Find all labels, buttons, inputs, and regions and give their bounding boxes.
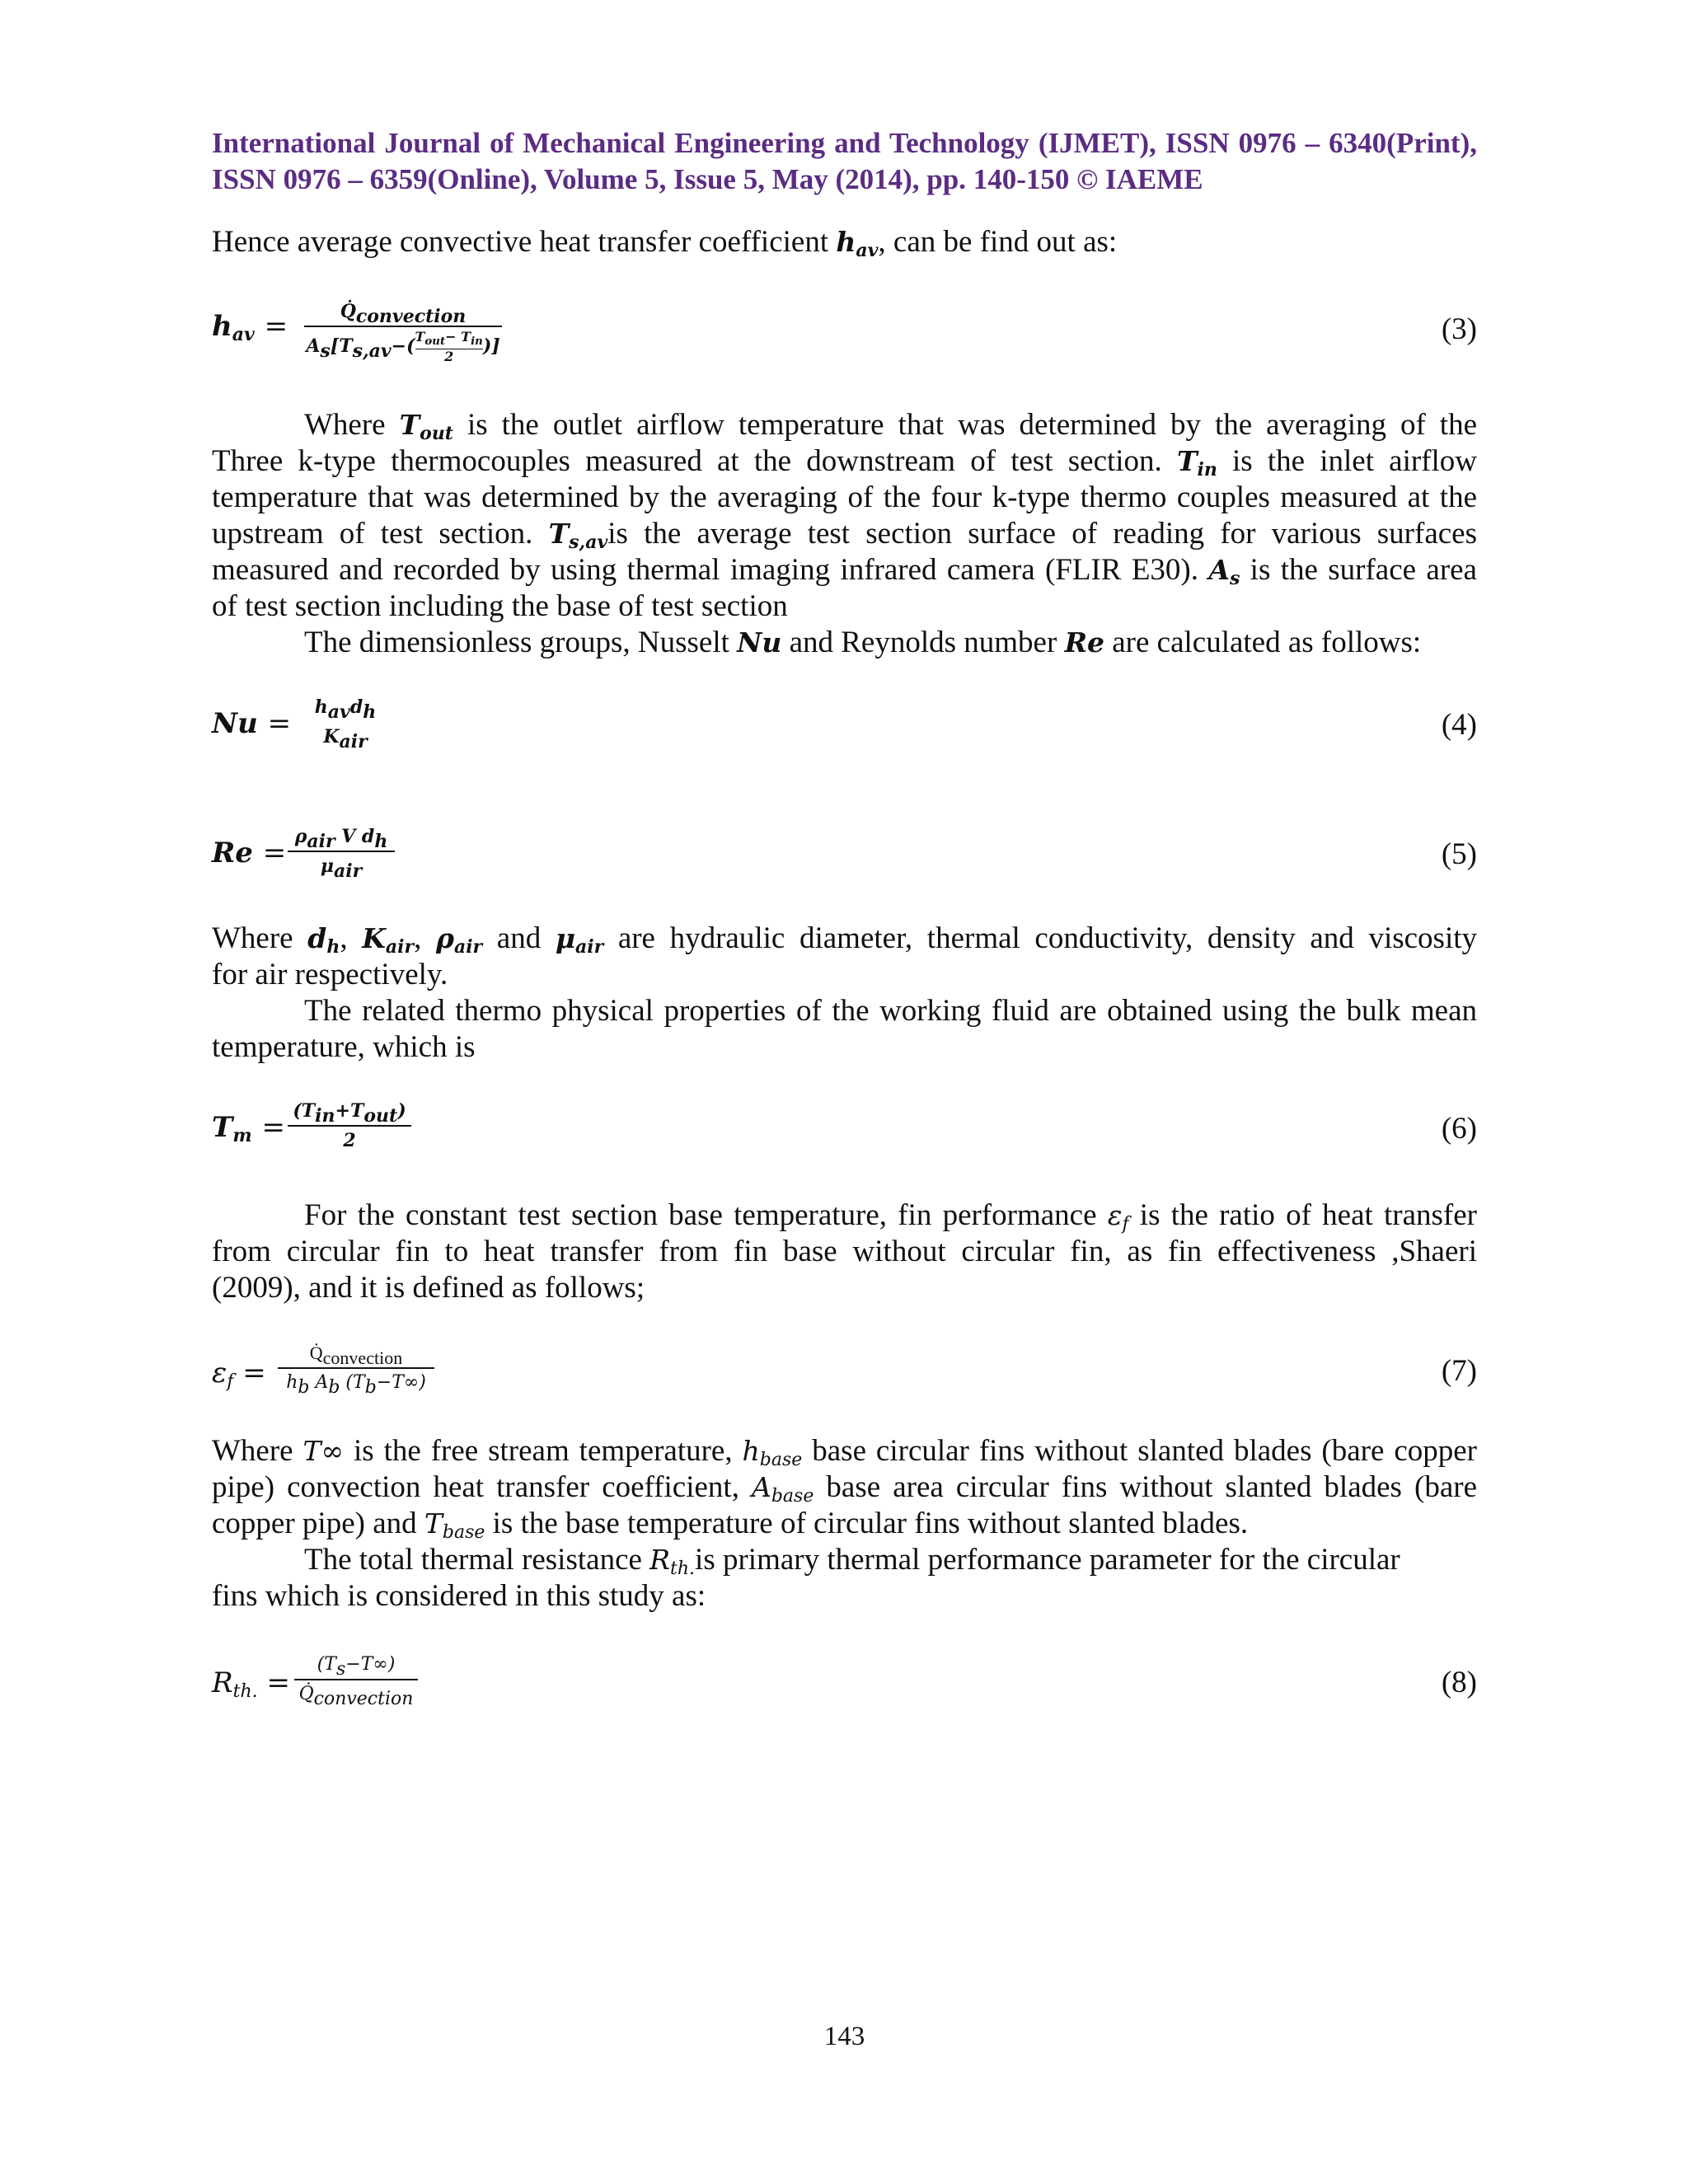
- equation-4: Nu = $h_{av}d_h$ $K_{air}$ (4): [212, 696, 1477, 752]
- equation-7: $\varepsilon_f$ = $Q̇_{convection}$ $h_b$ $A_b$ $(T_b-T\infty)$ (7): [212, 1343, 1477, 1398]
- journal-header: [212, 125, 1477, 198]
- paragraph-thermal-resistance: Where T∞ is the free stream temperature, $h_{base}$ base circular fins without slanted blades (bare copper pipe) convection heat transfer coefficient, $A_{base}$ base area circular fins without slanted blades (bare copper pipe) and $T_{base}$ is the base temperature of circular fins without slanted blades. The total thermal resistance $R_{th.}is$ primary thermal performance parameter for the circular fins which is considered in this study as:: [212, 1434, 1477, 1613]
- equation-5-number: (5): [1441, 837, 1477, 871]
- equation-7-fraction: $Q̇_{convection}$ $h_b$ $A_b$ $(T_b-T\infty)$: [278, 1342, 434, 1394]
- equation-8-number: (8): [1441, 1666, 1477, 1699]
- equation-7-number: (7): [1441, 1354, 1477, 1388]
- header-line-1: International Journal of Mechanical Engineering and Technology (IJMET), ISSN 0976 – 6340(Print),: [212, 127, 1477, 159]
- page-number: 143: [823, 2022, 865, 2051]
- equation-6-number: (6): [1441, 1112, 1477, 1146]
- equation-8: $R_{th.}$ = $(T_s-T\infty)$ $Q̇_{convection}$ (8): [212, 1654, 1477, 1709]
- equation-5-fraction: $\rho_{air}$ V $d_h$ $\mu_{air}$: [288, 825, 395, 878]
- header-line-2: ISSN 0976 – 6359(Online), Volume 5, Issue 5, May (2014), pp. 140-150 © IAEME: [212, 163, 1203, 195]
- intro-sentence: Hence average convective heat transfer coefficient $h_{av}$, can be find out as:: [212, 225, 1118, 261]
- equation-6-fraction: $(T_{in}+T_{out})$ 2: [288, 1099, 411, 1152]
- paragraph-fin-effectiveness: For the constant test section base temperature, fin performance $\varepsilon_f$ is the ratio of heat transfer from circular fin to heat transfer from fin base without circular fin, as fin effectiveness ,Shaeri (2009), and it is defined as follows;: [212, 1198, 1477, 1305]
- equation-6: $T_m$ = $(T_{in}+T_{out})$ 2 (6): [212, 1100, 1477, 1151]
- equation-3: $h_{av}$ = $Q̇_{convection}$ $A_s[T_{s,av}-$( $T_{out}- T_{in}$ 2 )] (3): [212, 301, 1477, 365]
- equation-4-fraction: $h_{av}d_h$ $K_{air}$: [314, 696, 377, 752]
- equation-8-fraction: $(T_s-T\infty)$ $Q̇_{convection}$: [294, 1653, 418, 1706]
- paper-page: [212, 0, 1477, 2184]
- equation-4-number: (4): [1441, 708, 1477, 742]
- equation-3-fraction: $Q̇_{convection}$ $A_s[T_{s,av}-$( $T_{out}- T_{in}$ 2 )]: [304, 300, 502, 364]
- equation-3-number: (3): [1441, 312, 1477, 346]
- paragraph-air-properties: Where $d_h$, $K_{air}$, $\rho_{air}$ and $\mu_{air}$ are hydraulic diameter, thermal conductivity, density and viscosity for air respectively. The related thermo physical properties of the working fluid are obtained using the bulk mean temperature, which is: [212, 921, 1478, 1064]
- paragraph-temperatures: Where $T_{out}$ is the outlet airflow temperature that was determined by the averaging of the Three k-type thermocouples measured at the downstream of test section. $T_{in}$ is the inlet airflow temperature that was determined by the averaging of the four k-type thermo couples measured at the upstream of test section. $T_{s,av}is$ the average test section surface of reading for various surfaces measured and recorded by using thermal imaging infrared camera (FLIR E30). $A_s$ is the surface area of test section including the base of test section The dimensionless groups, Nusselt Nu and Reynolds number Re are calculated as follows:: [212, 408, 1477, 659]
- equation-5: Re = $\rho_{air}$ V $d_h$ $\mu_{air}$ (5): [212, 826, 1477, 882]
